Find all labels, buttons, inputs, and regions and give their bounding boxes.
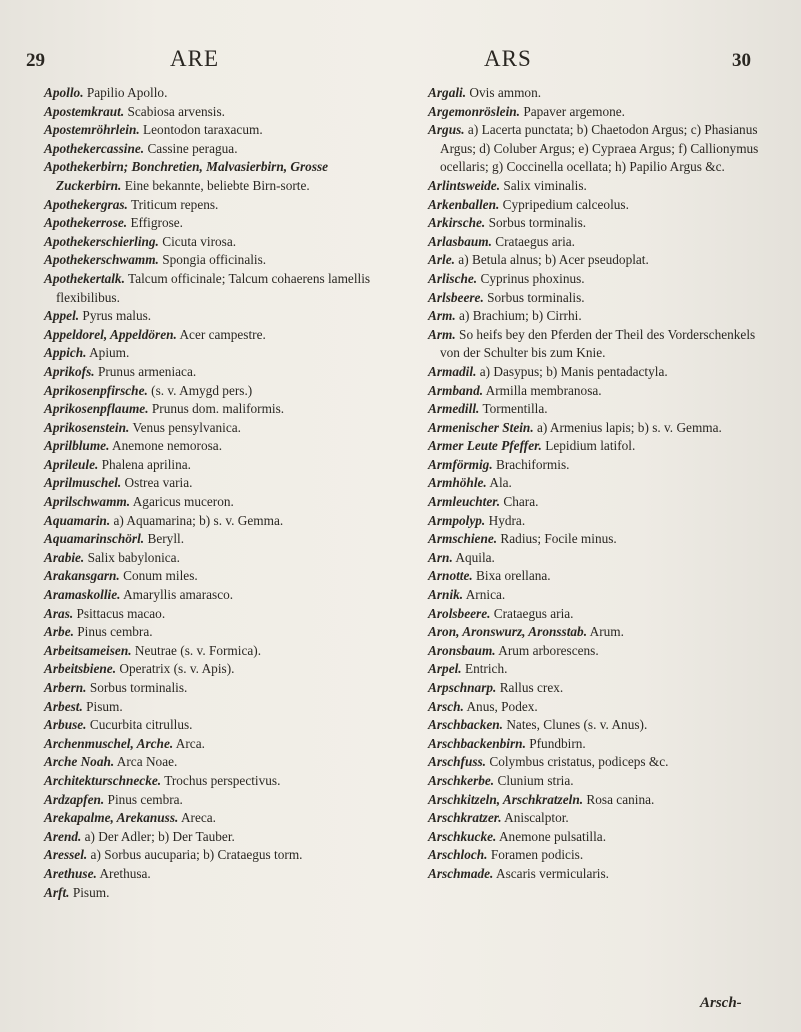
left-column [44,84,396,902]
entry-headword: Arkenballen. [428,196,500,212]
entry-definition: Aquila. [455,549,495,565]
dictionary-entry [428,623,772,642]
entry-definition: Arca Noae. [116,754,178,770]
entry-headword: Arlische. [428,270,478,286]
entry-headword: Arbe. [44,624,74,640]
dictionary-entry [44,474,396,493]
entry-definition: Acer campestre. [179,326,266,342]
entry-headword: Apollo. [44,85,84,100]
entry-headword: Arnotte. [428,568,473,584]
entry-headword: Arabie. [44,549,85,565]
dictionary-entry [44,698,396,717]
entry-headword: Arlintsweide. [428,177,501,193]
dictionary-entry [428,474,772,493]
dictionary-entry [44,344,396,363]
entry-definition: Ostrea varia. [124,475,193,491]
entry-definition: Effigrose. [130,215,183,231]
dictionary-entry [44,623,396,642]
dictionary-entry [428,214,772,233]
dictionary-entry [44,493,396,512]
entry-headword: Aquamarinschörl. [44,531,145,547]
entry-definition: a) Dasypus; b) Manis pentadactyla. [479,363,668,379]
entry-headword: Argemonröslein. [428,103,520,119]
dictionary-entry [44,251,396,270]
dictionary-entry [44,772,396,791]
dictionary-entry [428,828,772,847]
entry-headword: Arschfuss. [428,754,487,770]
dictionary-entry [428,251,772,270]
entry-definition: Rosa canina. [586,791,655,807]
entry-headword: Arlsbeere. [428,289,484,305]
entry-definition: Cyprinus phoxinus. [480,270,585,286]
dictionary-entry [44,140,396,159]
entry-definition: Prunus dom. maliformis. [151,401,285,417]
entry-headword: Aquamarin. [44,512,111,528]
entry-definition: Entrich. [464,661,508,677]
dictionary-entry [428,177,772,196]
dictionary-entry [44,530,396,549]
entry-definition: Neutrae (s. v. Formica). [134,642,262,658]
entry-headword: Apothekercassine. [44,140,145,156]
entry-definition: Sorbus torminalis. [487,289,585,305]
entry-headword: Ardzapfen. [44,791,105,807]
entry-definition: Ala. [489,475,512,491]
entry-headword: Armförmig. [428,456,493,472]
dictionary-entry [428,512,772,531]
dictionary-entry [428,586,772,605]
dictionary-entry [428,846,772,865]
entry-headword: Aprikofs. [44,363,95,379]
dictionary-entry [428,456,772,475]
entry-headword: Arolsbeere. [428,605,491,621]
entry-definition: a) Der Adler; b) Der Tauber. [84,828,235,844]
dictionary-entry [428,698,772,717]
entry-headword: Armschiene. [428,531,498,547]
dictionary-entry [428,382,772,401]
entry-headword: Appel. [44,308,80,324]
dictionary-entry [428,549,772,568]
dictionary-entry [44,884,396,903]
entry-headword: Arn. [428,549,453,565]
entry-headword: Appeldorel, Appeldören. [44,326,177,342]
dictionary-entry [44,419,396,438]
dictionary-entry [428,530,772,549]
dictionary-entry [428,233,772,252]
dictionary-entry [44,605,396,624]
catchword: Arsch- [700,995,742,1011]
entry-definition: Arethusa. [99,865,151,881]
entry-definition: Salix babylonica. [87,549,180,565]
entry-headword: Armadil. [428,363,477,379]
entry-headword: Armenischer Stein. [428,419,534,435]
entry-definition: Prunus armeniaca. [97,363,197,379]
entry-definition: Aniscalptor. [504,810,569,826]
entry-definition: Cassine peragua. [147,140,238,156]
entry-headword: Aras. [44,605,74,621]
entry-headword: Armleuchter. [428,494,501,510]
entry-headword: Arend. [44,828,82,844]
entry-definition: So heifs bey den Pferden der Theil des Vorderschenkels von der Schulter bis zum Knie. [440,326,756,361]
entry-definition: a) Lacerta punctata; b) Chaetodon Argus; c) Phasianus Argus; d) Coluber Argus; e) Cypraea Argus; f) Callionymus ocellaris; g) Coccinella ocellata; h) Papilio Argus &c. [440,122,759,175]
entry-headword: Arakansgarn. [44,568,120,584]
entry-definition: Crataegus aria. [493,605,574,621]
entry-definition: Foramen podicis. [490,847,584,863]
entry-definition: Anus, Podex. [466,698,538,714]
entry-headword: Argali. [428,85,467,100]
entry-definition: a) Aquamarina; b) s. v. Gemma. [113,512,284,528]
entry-headword: Arche Noah. [44,754,115,770]
entry-headword: Apothekertalk. [44,270,125,286]
entry-definition: Amaryllis amarasco. [123,587,234,603]
entry-headword: Apostemröhrlein. [44,122,140,138]
dictionary-entry [44,660,396,679]
dictionary-entry [44,512,396,531]
entry-definition: Agaricus muceron. [132,494,234,510]
entry-headword: Arschbacken. [428,717,503,733]
entry-headword: Aron, Aronswurz, Aronsstab. [428,624,588,640]
entry-headword: Apothekerschierling. [44,233,159,249]
entry-definition: Eine bekannte, beliebte Birn-sorte. [124,177,310,193]
dictionary-entry [44,382,396,401]
entry-headword: Apothekergras. [44,196,128,212]
entry-definition: Phalena aprilina. [101,456,191,472]
entry-headword: Aprilmuschel. [44,475,122,491]
entry-headword: Arsch. [428,698,464,714]
dictionary-entry [44,865,396,884]
dictionary-entry [44,679,396,698]
entry-definition: Pinus cembra. [77,624,153,640]
entry-definition: Pisum. [72,884,110,900]
entry-headword: Apostemkraut. [44,103,125,119]
entry-headword: Armer Leute Pfeffer. [428,438,542,454]
entry-headword: Arkirsche. [428,215,486,231]
left-page-number: 29 [26,50,45,71]
dictionary-entry [428,400,772,419]
entry-definition: Conum miles. [123,568,198,584]
entry-headword: Arschkerbe. [428,772,495,788]
entry-headword: Arle. [428,252,455,268]
dictionary-entry [428,270,772,289]
entry-headword: Aressel. [44,847,88,863]
entry-definition: Chara. [503,494,539,510]
entry-headword: Arbeitsameisen. [44,642,132,658]
entry-headword: Aprileule. [44,456,99,472]
entry-definition: Papilio Apollo. [86,85,168,100]
entry-definition: Arca. [175,735,205,751]
entry-definition: Brachiformis. [495,456,570,472]
dictionary-entry [428,307,772,326]
entry-definition: a) Armenius lapis; b) s. v. Gemma. [536,419,722,435]
entry-headword: Arschkucke. [428,828,497,844]
entry-headword: Aprilblume. [44,438,110,454]
entry-headword: Apothekerschwamm. [44,252,159,268]
entry-definition: (s. v. Amygd pers.) [151,382,253,398]
dictionary-entry [44,121,396,140]
entry-headword: Arft. [44,884,70,900]
dictionary-entry [428,809,772,828]
dictionary-entry [44,363,396,382]
entry-definition: Anemone pulsatilla. [498,828,607,844]
entry-definition: Anemone nemorosa. [111,438,223,454]
entry-headword: Arschmade. [428,865,494,881]
entry-definition: Pisum. [86,698,123,714]
dictionary-entry [44,158,396,195]
entry-headword: Aprilschwamm. [44,494,131,510]
dictionary-entry [428,326,772,363]
entry-definition: Pyrus malus. [82,308,152,324]
entry-definition: Talcum officinale; Talcum cohaerens lamellis flexibilibus. [56,270,371,305]
dictionary-entry [428,605,772,624]
entry-definition: Salix viminalis. [503,177,587,193]
entry-headword: Arbeitsbiene. [44,661,117,677]
entry-headword: Arschloch. [428,847,488,863]
entry-definition: Apium. [89,345,130,361]
entry-headword: Arm. [428,326,456,342]
dictionary-entry [44,214,396,233]
dictionary-entry [44,437,396,456]
entry-headword: Arekapalme, Arekanuss. [44,810,179,826]
entry-headword: Arschbackenbirn. [428,735,526,751]
dictionary-entry [44,846,396,865]
dictionary-entry [428,437,772,456]
entry-definition: a) Brachium; b) Cirrhi. [459,308,582,324]
entry-definition: Bixa orellana. [476,568,551,584]
dictionary-entry [44,233,396,252]
entry-headword: Arbern. [44,680,87,695]
dictionary-entry [44,586,396,605]
entry-definition: Sorbus torminalis. [89,680,188,695]
entry-headword: Aramaskollie. [44,587,121,603]
entry-headword: Aprikosenpflaume. [44,401,149,417]
entry-definition: Arum. [589,624,624,640]
entry-headword: Aprikosenstein. [44,419,130,435]
entry-headword: Argus. [428,122,465,138]
entry-definition: Papaver argemone. [523,103,625,119]
entry-headword: Armhöhle. [428,475,487,491]
entry-definition: Tormentilla. [482,401,548,417]
entry-definition: Leontodon taraxacum. [143,122,263,138]
dictionary-entry [44,84,396,103]
dictionary-entry [44,809,396,828]
entry-headword: Arbuse. [44,717,87,733]
dictionary-entry [44,326,396,345]
entry-definition: Ascaris vermicularis. [495,865,609,881]
dictionary-entry [428,716,772,735]
entry-definition: Cypripedium calceolus. [502,196,629,212]
page-header [0,44,801,76]
dictionary-entry [44,103,396,122]
entry-definition: Nates, Clunes (s. v. Anus). [506,717,648,733]
entry-headword: Arm. [428,308,456,324]
dictionary-entry [428,791,772,810]
dictionary-entry [44,567,396,586]
left-running-head: ARE [170,46,219,71]
entry-headword: Armpolyp. [428,512,486,528]
entry-headword: Apothekerbirn; Bonchretien, Malvasierbirn, Grosse Zuckerbirn. [44,159,329,193]
entry-headword: Arschkitzeln, Arschkratzeln. [428,791,584,807]
dictionary-entry [44,735,396,754]
entry-headword: Arnik. [428,587,464,603]
entry-definition: Operatrix (s. v. Apis). [119,661,235,677]
dictionary-entry [428,772,772,791]
entry-definition: Psittacus macao. [76,605,166,621]
dictionary-entry [44,196,396,215]
entry-definition: Colymbus cristatus, podiceps &c. [489,754,669,770]
dictionary-entry [44,456,396,475]
entry-headword: Arpschnarp. [428,680,497,695]
entry-definition: Clunium stria. [497,772,574,788]
entry-headword: Apothekerrose. [44,215,128,231]
dictionary-entry [428,567,772,586]
entry-headword: Arschkratzer. [428,810,502,826]
entry-definition: Beryll. [147,531,185,547]
entry-definition: Pinus cembra. [107,791,183,807]
entry-headword: Aronsbaum. [428,642,496,658]
entry-definition: Cucurbita citrullus. [89,717,193,733]
entry-headword: Architekturschnecke. [44,772,162,788]
entry-definition: Spongia officinalis. [162,252,267,268]
entry-headword: Armband. [428,382,484,398]
entry-definition: Trochus perspectivus. [164,772,281,788]
entry-headword: Arbest. [44,698,83,714]
entry-definition: Pfundbirn. [529,735,586,751]
entry-headword: Aprikosenpfirsche. [44,382,148,398]
entry-definition: Arnica. [465,587,506,603]
dictionary-entry [44,549,396,568]
dictionary-entry [44,307,396,326]
dictionary-entry [428,642,772,661]
entry-definition: Crataegus aria. [495,233,575,249]
entry-definition: Rallus crex. [499,680,564,695]
entry-headword: Archenmuschel, Arche. [44,735,174,751]
dictionary-entry [428,679,772,698]
entry-definition: Venus pensylvanica. [132,419,242,435]
entry-definition: Ovis ammon. [469,85,542,100]
entry-headword: Arpel. [428,661,462,677]
dictionary-entry [44,642,396,661]
dictionary-entry [44,828,396,847]
dictionary-entry [428,103,772,122]
entry-definition: Lepidium latifol. [545,438,636,454]
entry-definition: Arum arborescens. [498,642,599,658]
entry-headword: Armedill. [428,401,480,417]
dictionary-entry [44,716,396,735]
dictionary-entry [44,791,396,810]
right-page-number: 30 [732,50,751,71]
dictionary-entry [428,84,772,103]
dictionary-entry [428,865,772,884]
entry-definition: a) Sorbus aucuparia; b) Crataegus torm. [90,847,303,863]
right-column [428,84,772,884]
dictionary-entry [428,121,772,177]
entry-definition: Hydra. [488,512,526,528]
dictionary-entry [428,289,772,308]
dictionary-entry [44,270,396,307]
dictionary-entry [428,735,772,754]
entry-definition: a) Betula alnus; b) Acer pseudoplat. [458,252,649,268]
dictionary-entry [428,660,772,679]
entry-headword: Arlasbaum. [428,233,492,249]
dictionary-entry [428,363,772,382]
dictionary-entry [428,753,772,772]
dictionary-entry [428,419,772,438]
entry-definition: Scabiosa arvensis. [127,103,225,119]
dictionary-entry [44,753,396,772]
entry-headword: Appich. [44,345,87,361]
entry-definition: Triticum repens. [130,196,219,212]
dictionary-entry [428,493,772,512]
entry-headword: Arethuse. [44,865,97,881]
entry-definition: Armilla membranosa. [485,382,602,398]
dictionary-entry [44,400,396,419]
entry-definition: Sorbus torminalis. [488,215,587,231]
entry-definition: Cicuta virosa. [162,233,237,249]
entry-definition: Radius; Focile minus. [500,531,617,547]
entry-definition: Areca. [180,810,216,826]
dictionary-entry [428,196,772,215]
right-running-head: ARS [484,46,532,71]
